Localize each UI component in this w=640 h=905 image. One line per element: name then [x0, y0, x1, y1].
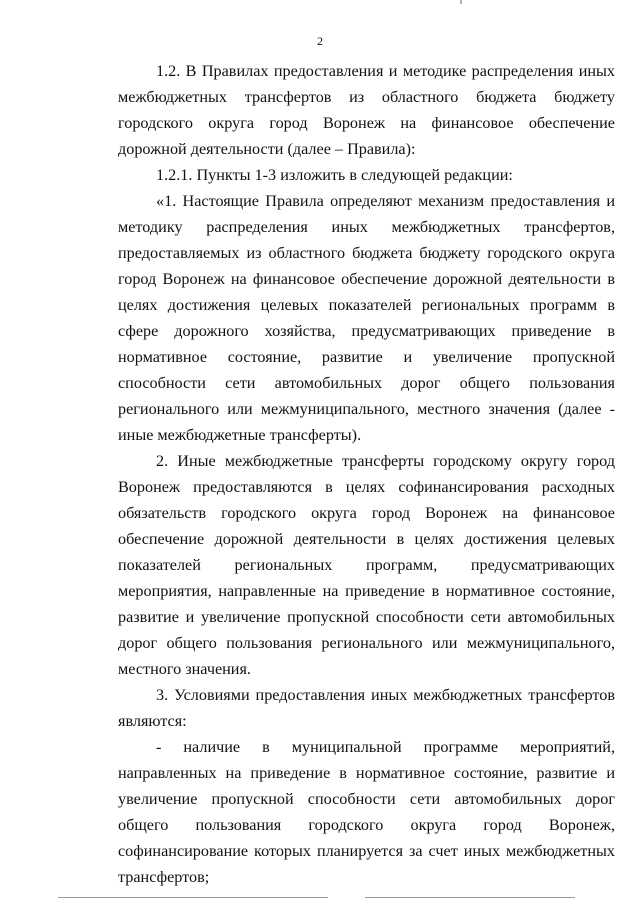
paragraph-condition-1: - наличие в муниципальной программе мероприятий, направленных на приведение в нормативное состояние, развитие и увеличение пропускной способности сети автомобильных дорог общего пользования городского округа город Воронеж, софинансирование которых планируется за счет иных межбюджетных трансфертов;: [118, 738, 615, 886]
paragraph-rule-1: «1. Настоящие Правила определяют механизм предоставления и методику распределения иных межбюджетных трансфертов, предоставляемых из областного бюджета бюджету городского округа город Воронеж на финансовое обеспечение дорожной деятельности в целях достижения целевых показателей региональных программ в сфере дорожного хозяйства, предусматривающих приведение в нормативное состояние, развитие и увеличение пропускной способности сети автомобильных дорог общего пользования регионального или межмуниципального, местного значения (далее - иные межбюджетные трансферты).: [118, 192, 615, 444]
page-number: 2: [317, 34, 323, 48]
document-body: [118, 58, 615, 890]
paragraph-1-2: 1.2. В Правилах предоставления и методике распределения иных межбюджетных трансфертов из областного бюджета бюджету городского округа город Воронеж на финансовое обеспечение дорожной деятельности (далее – Правила):: [118, 62, 615, 158]
paragraph-rule-3: 3. Условиями предоставления иных межбюджетных трансфертов являются:: [118, 686, 615, 730]
paragraph-1-2-1: 1.2.1. Пункты 1-3 изложить в следующей редакции:: [156, 166, 513, 184]
scan-edge-line-left: [58, 897, 328, 898]
paragraph-rule-2: 2. Иные межбюджетные трансферты городскому округу город Воронеж предоставляются в целях софинансирования расходных обязательств городского округа город Воронеж на финансовое обеспечение дорожной деятельности в целях достижения целевых показателей региональных программ, предусматривающих мероприятия, направленные на приведение в нормативное состояние, развитие и увеличение пропускной способности сети автомобильных дорог общего пользования регионального или межмуниципального, местного значения.: [118, 452, 615, 678]
scan-mark: [460, 0, 462, 4]
scan-edge-line-right: [365, 897, 575, 898]
